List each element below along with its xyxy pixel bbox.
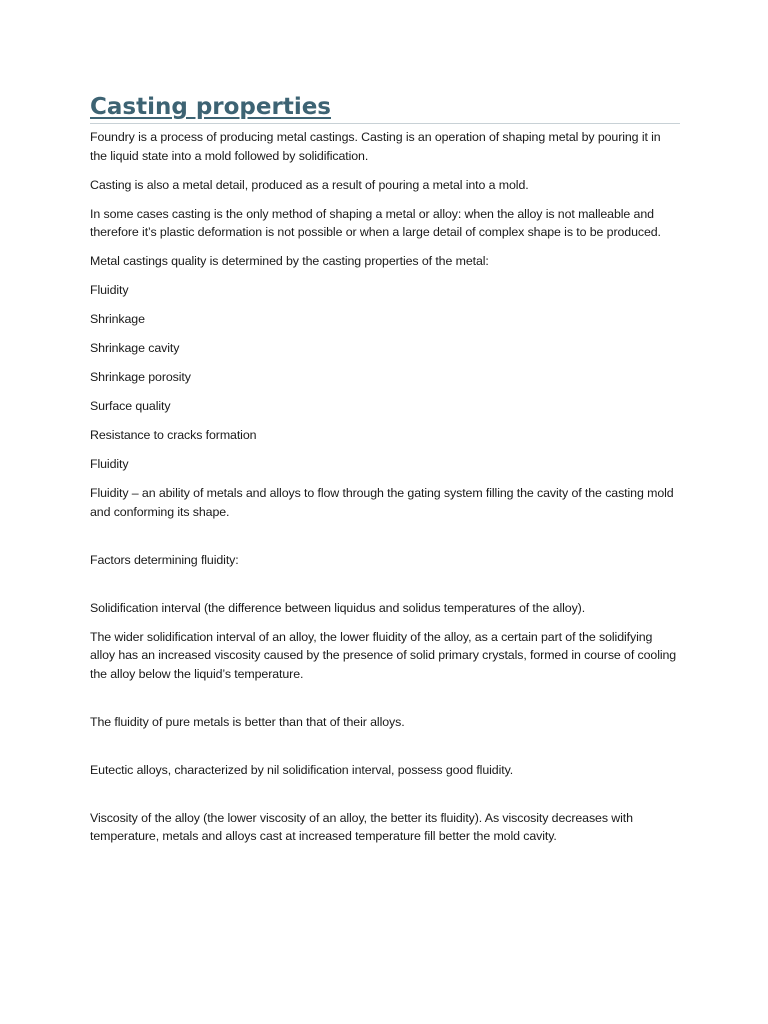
paragraph-solidification-interval: Solidification interval (the difference between liquidus and solidus temperatures of the alloy). [90,600,586,615]
spacer [90,694,680,713]
list-item-shrinkage-porosity: Shrinkage porosity [90,370,191,384]
paragraph-only-method: In some cases casting is the only method of shaping a metal or alloy: when the alloy is not malleable and therefore it’s plastic deformation is not possible or when a large detail of complex shape is to be produced. [90,206,661,239]
spacer [90,742,680,761]
list-item-shrinkage: Shrinkage [90,312,145,326]
paragraph-viscosity: Viscosity of the alloy (the lower viscosity of an alloy, the better its fluidity). As viscosity decreases with temperature, metals and alloys cast at increased temperature fill better the mold cavity. [90,810,633,843]
list-item-fluidity: Fluidity [90,283,129,297]
spacer [90,580,680,599]
list-item-cracks-resistance: Resistance to cracks formation [90,428,257,442]
list-item-surface-quality: Surface quality [90,399,171,413]
spacer [90,532,680,551]
paragraph-wider-interval: The wider solidification interval of an alloy, the lower fluidity of the alloy, as a certain part of the solidifying alloy has an increased viscosity caused by the presence of solid primary crystals, formed in course of cooling the alloy below the liquid’s temperature. [90,629,677,681]
paragraph-eutectic-alloys: Eutectic alloys, characterized by nil solidification interval, possess good fluidity. [90,762,514,777]
paragraph-pure-metals: The fluidity of pure metals is better than that of their alloys. [90,714,405,729]
paragraph-quality-determined: Metal castings quality is determined by the casting properties of the metal: [90,254,489,268]
list-item-shrinkage-cavity: Shrinkage cavity [90,341,180,355]
paragraph-factors-heading: Factors determining fluidity: [90,552,239,567]
paragraph-fluidity-definition: Fluidity – an ability of metals and alloys to flow through the gating system filling the cavity of the casting mold and conforming its shape. [90,486,674,519]
document-page [90,92,680,856]
section-heading-fluidity: Fluidity [90,457,129,471]
page-title: Casting properties [90,92,680,124]
document-body [90,128,680,846]
paragraph-foundry-intro: Foundry is a process of producing metal castings. Casting is an operation of shaping metal by pouring it in the liquid state into a mold followed by solidification. [90,130,661,163]
spacer [90,790,680,809]
paragraph-casting-detail: Casting is also a metal detail, produced as a result of pouring a metal into a mold. [90,177,529,192]
